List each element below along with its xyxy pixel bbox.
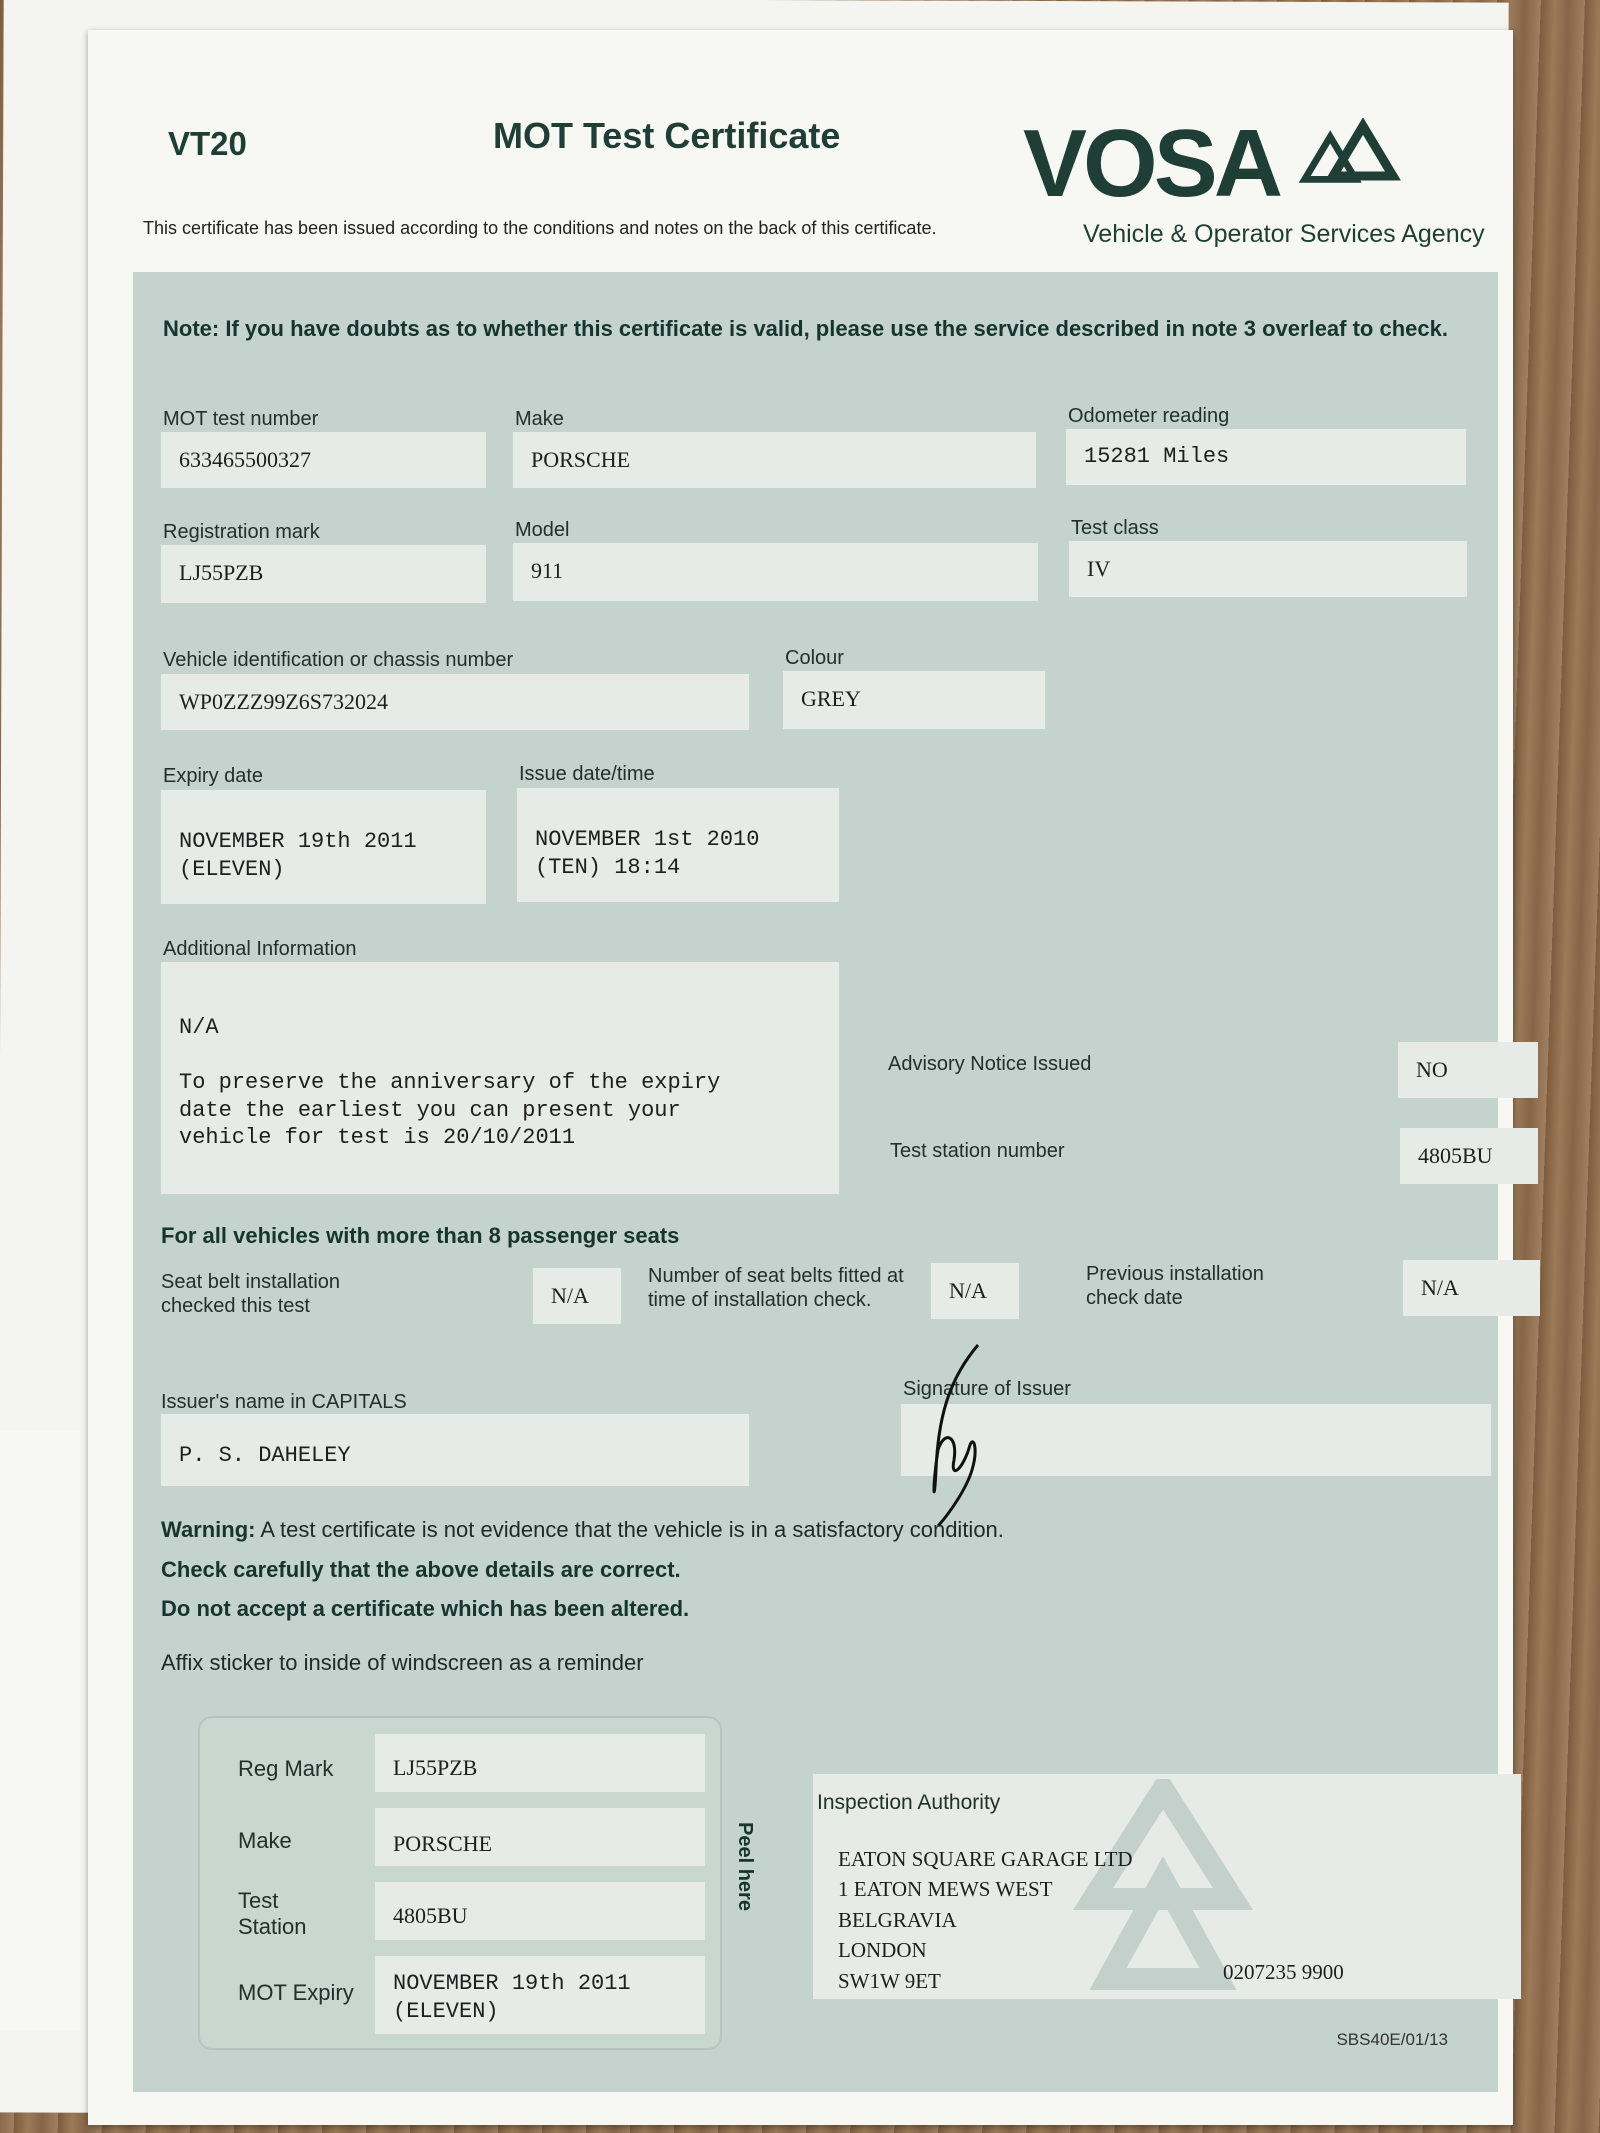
vin-label: Vehicle identification or chassis number (163, 649, 514, 671)
test-class-value: IV (1069, 541, 1467, 597)
make-label: Make (515, 408, 564, 430)
agency-name: Vehicle & Operator Services Agency (1083, 220, 1485, 248)
advisory-value: NO (1398, 1042, 1538, 1098)
odometer-value: 15281 Miles (1066, 429, 1466, 485)
vosa-logo-text: VOSA (1023, 118, 1280, 208)
model-label: Model (515, 519, 570, 541)
altered-warning: Do not accept a certificate which has been altered. (161, 1596, 690, 1621)
sticker-station-value: 4805BU (375, 1882, 705, 1940)
station-value: 4805BU (1400, 1128, 1538, 1184)
sticker-expiry-label: MOT Expiry (238, 1980, 354, 2005)
mot-certificate (88, 30, 1513, 2125)
registration-label: Registration mark (163, 521, 320, 543)
affix-instruction: Affix sticker to inside of windscreen as a reminder (161, 1650, 644, 1675)
vosa-logo (1023, 118, 1443, 213)
odometer-label: Odometer reading (1068, 405, 1230, 427)
seat-belt-checked-label: Seat belt installation checked this test (161, 1271, 341, 1317)
check-details-warning: Check carefully that the above details are correct. (161, 1557, 681, 1582)
sticker-make-label: Make (238, 1828, 292, 1853)
sticker-reg-label: Reg Mark (238, 1756, 334, 1781)
seat-belts-fitted-value: N/A (931, 1263, 1019, 1319)
peel-here-text: Peel here (734, 1822, 756, 1911)
expiry-label: Expiry date (163, 765, 264, 787)
seat-belt-checked-value: N/A (533, 1268, 621, 1324)
sticker-reg-value: LJ55PZB (375, 1734, 705, 1792)
seats-heading: For all vehicles with more than 8 passenger seats (161, 1223, 680, 1248)
peel-here-tab[interactable] (728, 1822, 768, 1982)
certificate-panel (133, 272, 1498, 2092)
inspection-authority-label: Inspection Authority (817, 1791, 1001, 1814)
sticker-station-label: Test Station (238, 1888, 307, 1940)
windscreen-sticker[interactable] (198, 1716, 722, 2050)
signature-label: Signature of Issuer (903, 1378, 1071, 1400)
seat-belts-fitted-label: Number of seat belts fitted at time of installation check. (648, 1265, 904, 1311)
issue-label: Issue date/time (519, 763, 655, 785)
warning-label: Warning: (161, 1517, 256, 1542)
station-label: Test station number (890, 1140, 1065, 1162)
advisory-label: Advisory Notice Issued (888, 1053, 1092, 1075)
issuer-name-label: Issuer's name in CAPITALS (161, 1391, 407, 1413)
inspection-authority-box (813, 1774, 1521, 1999)
previous-check-label: Previous installation check date (1086, 1263, 1264, 1309)
registration-value: LJ55PZB (161, 545, 486, 603)
certificate-title: MOT Test Certificate (493, 115, 841, 156)
form-code: VT20 (168, 125, 247, 162)
expiry-value: NOVEMBER 19th 2011 (ELEVEN) (161, 790, 486, 904)
issuer-signature (908, 1340, 998, 1530)
warning-text: A test certificate is not evidence that the vehicle is in a satisfactory condition. (260, 1517, 1004, 1542)
inspection-authority-address: EATON SQUARE GARAGE LTD 1 EATON MEWS WEST BELGRAVIA LONDON SW1W 9ET (838, 1847, 1133, 1993)
issued-statement: This certificate has been issued according to the conditions and notes on the back of this certificate. (143, 218, 937, 238)
previous-check-value: N/A (1403, 1260, 1540, 1316)
mot-test-number-value: 633465500327 (161, 432, 486, 488)
underlying-page-edge (0, 1430, 80, 2030)
inspection-authority-phone: 0207235 9900 (1223, 1960, 1344, 1984)
sticker-make-value: PORSCHE (375, 1808, 705, 1866)
mot-test-number-label: MOT test number (163, 408, 319, 430)
issue-value: NOVEMBER 1st 2010 (TEN) 18:14 (517, 788, 839, 902)
triangles-icon (1305, 126, 1393, 200)
additional-info-label: Additional Information (163, 938, 357, 960)
warning-line (161, 1517, 1004, 1543)
colour-label: Colour (785, 647, 844, 669)
colour-value: GREY (783, 671, 1045, 729)
make-value: PORSCHE (513, 432, 1036, 488)
model-value: 911 (513, 543, 1038, 601)
form-reference-code: SBS40E/01/13 (1336, 2030, 1448, 2049)
issuer-name-value: P. S. DAHELEY (161, 1414, 749, 1486)
sticker-expiry-value: NOVEMBER 19th 2011 (ELEVEN) (375, 1956, 705, 2034)
vin-value: WP0ZZZ99Z6S732024 (161, 674, 749, 730)
additional-info-value: N/A To preserve the anniversary of the expiry date the earliest you can present your vehicle for test is 20/10/2011 (161, 962, 839, 1194)
test-class-label: Test class (1071, 517, 1159, 539)
validity-note: Note: If you have doubts as to whether this certificate is valid, please use the service described in note 3 overleaf to check. (163, 316, 1448, 341)
